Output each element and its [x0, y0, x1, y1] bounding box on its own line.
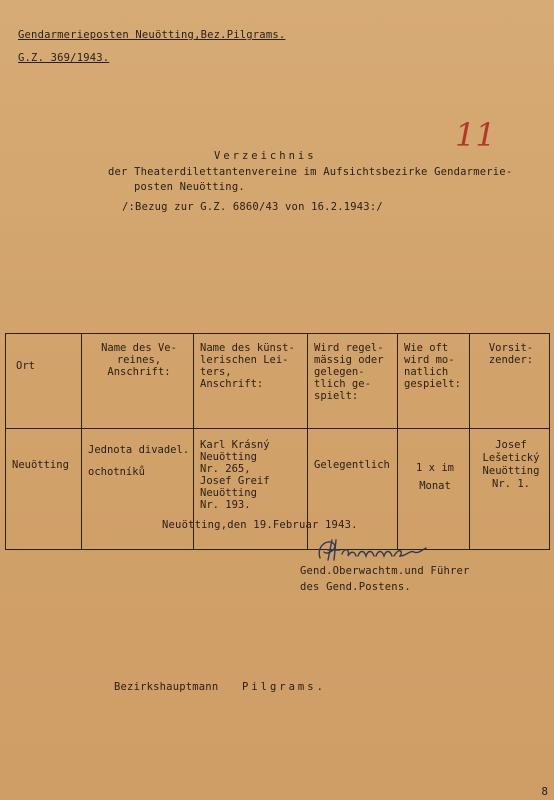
signer-title-line-2: des Gend.Postens. — [300, 581, 411, 593]
corner-page-mark: 8 — [541, 785, 548, 798]
title-line-2: posten Neuötting. — [134, 181, 245, 193]
cell-director: Karl Krásný Neuötting Nr. 265, Josef Greif Neuötting Nr. 193. — [194, 429, 308, 550]
handwritten-signature — [314, 534, 462, 564]
document-title: Verzeichnis — [214, 150, 317, 162]
cell-monthly-count: 1 x im Monat — [398, 429, 470, 550]
recipient-name: Pilgrams. — [242, 681, 326, 693]
signer-title-line-1: Gend.Oberwachtm.und Führer — [300, 565, 470, 577]
header-cell-monthly-count: Wie oft wird mo- natlich gespielt: — [398, 334, 470, 429]
cell-frequency-type: Gelegentlich — [308, 429, 398, 550]
cell-club-name: Jednota divadel. ochotníků — [82, 429, 194, 550]
recipient-label: Bezirkshauptmann — [114, 681, 219, 693]
place-date: Neuötting,den 19.Februar 1943. — [162, 519, 358, 531]
red-margin-mark: 11 — [455, 116, 496, 154]
header-cell-chairman: Vorsit- zender: — [470, 334, 550, 429]
table-header-row — [6, 334, 550, 429]
reference-line: /:Bezug zur G.Z. 6860/43 von 16.2.1943:/ — [122, 201, 383, 213]
post-header: Gendarmerieposten Neuötting,Bez.Pilgrams. — [18, 29, 286, 41]
cell-place: Neuötting — [6, 429, 82, 550]
reference-number: G.Z. 369/1943. — [18, 52, 110, 64]
header-cell-director: Name des künst- lerischen Lei- ters, Anschrift: — [194, 334, 308, 429]
title-line-1: der Theaterdilettantenvereine im Aufsichtsbezirke Gendarmerie- — [108, 166, 513, 178]
header-cell-frequency-type: Wird regel- mässig oder gelegen- tlich ge- spielt: — [308, 334, 398, 429]
cell-chairman: Josef Lešetický Neuötting Nr. 1. — [470, 429, 550, 550]
header-cell-club-name: Name des Ve- reines, Anschrift: — [82, 334, 194, 429]
header-cell-place: Ort — [6, 334, 82, 429]
